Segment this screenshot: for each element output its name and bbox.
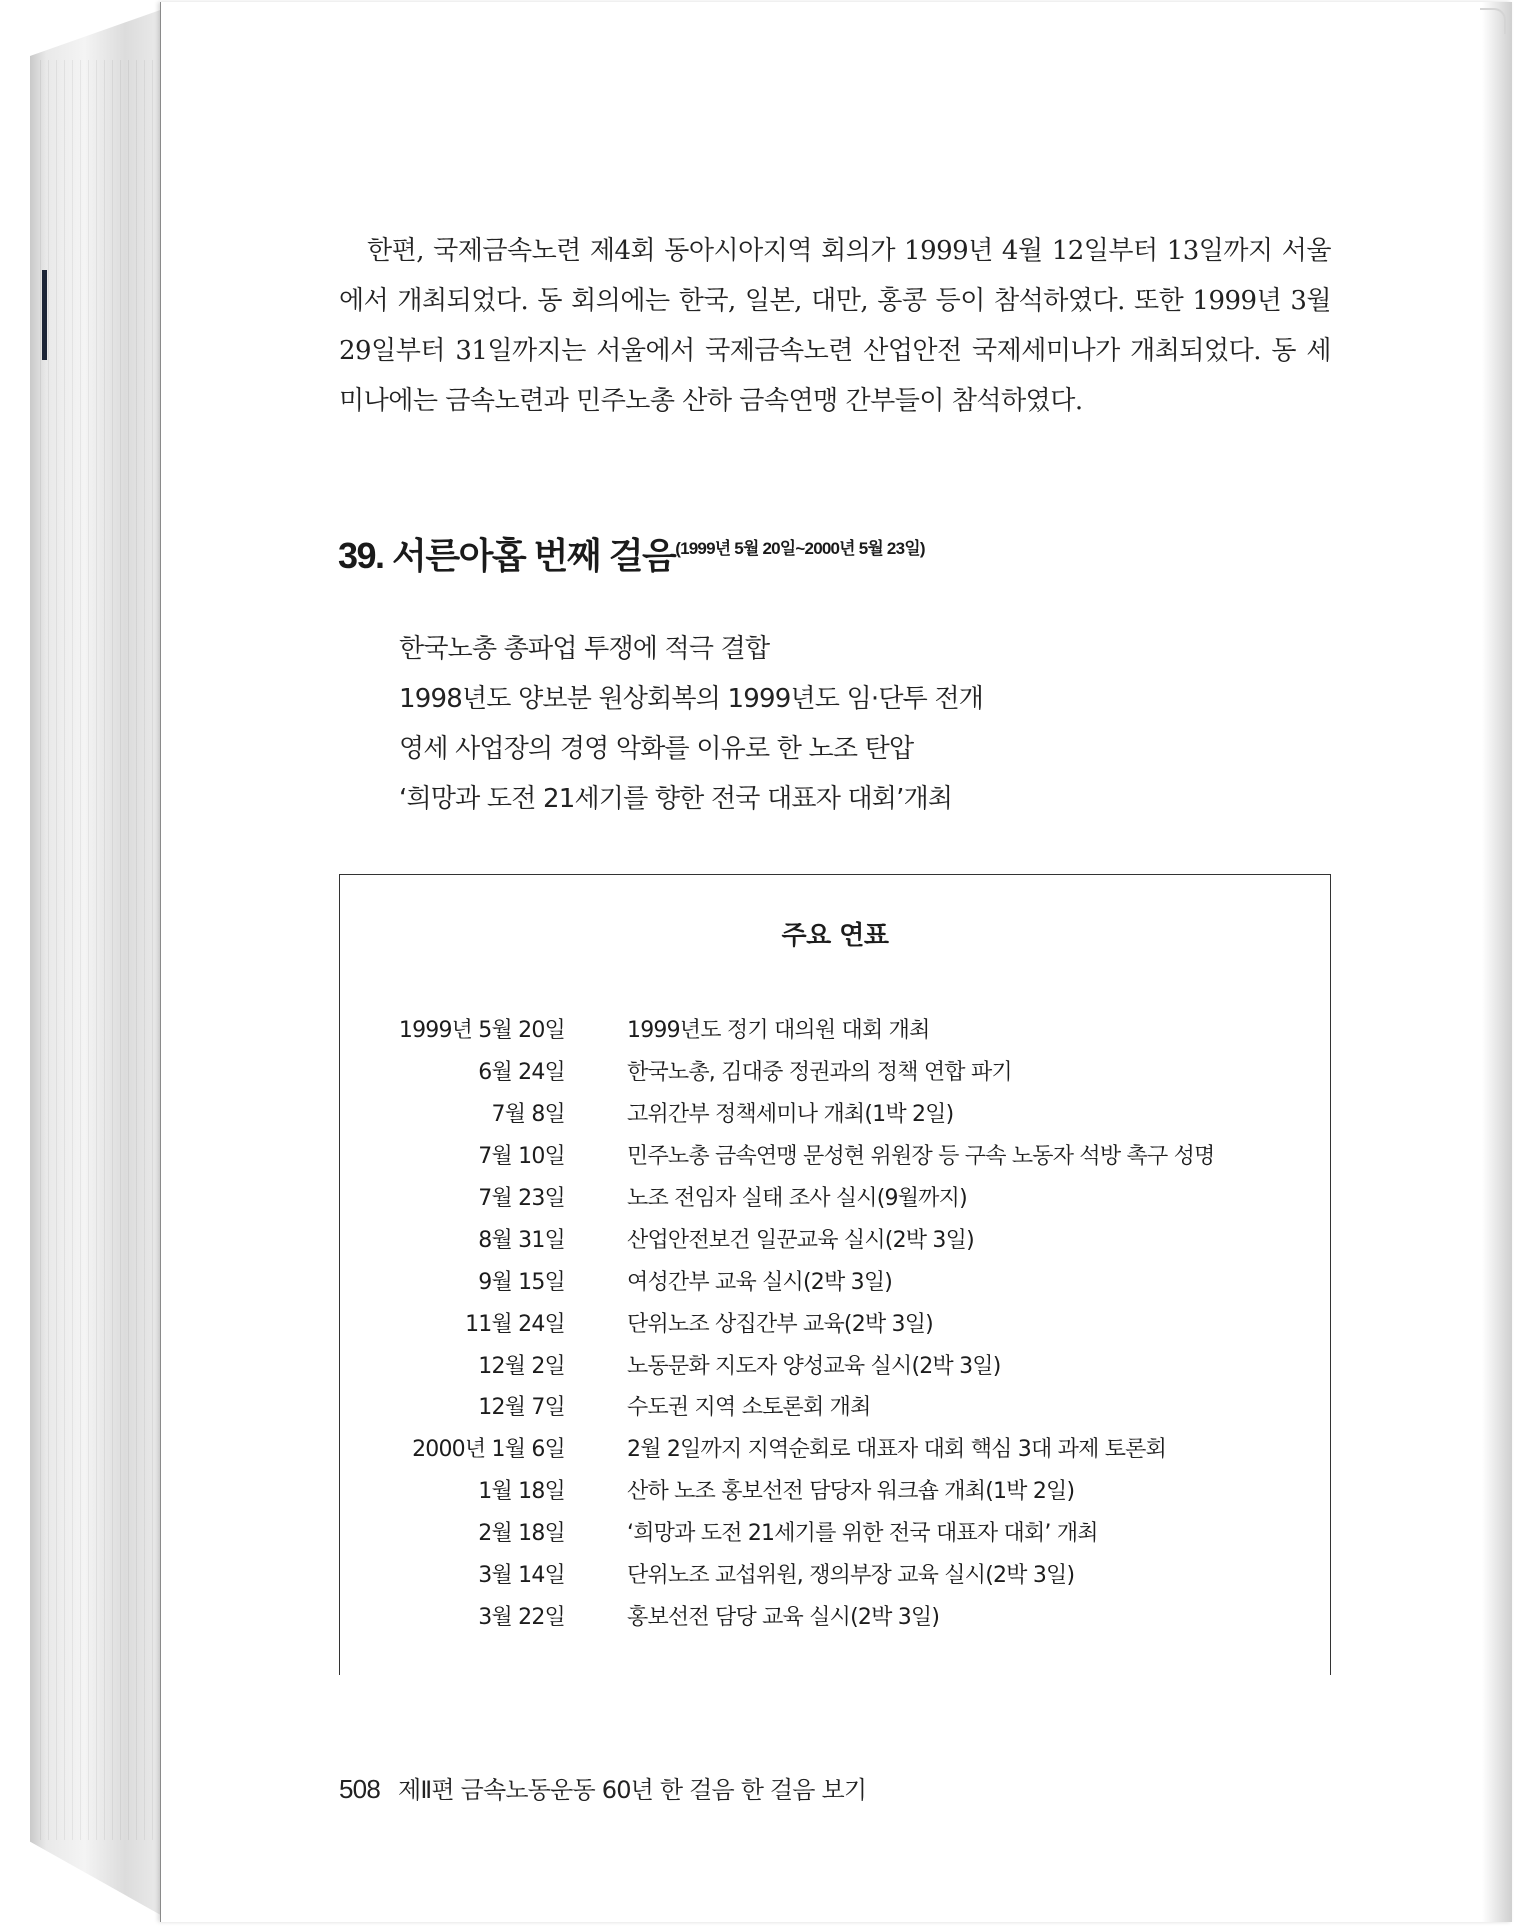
intro-paragraph (339, 226, 1331, 426)
timeline-event: 1999년도 정기 대의원 대회 개최 (627, 1018, 930, 1044)
timeline-event: 산업안전보건 일꾼교육 실시(2박 3일) (627, 1227, 974, 1253)
timeline-date: 3월 22일 (478, 1604, 565, 1630)
timeline-date: 1999년 5월 20일 (398, 1018, 565, 1044)
summary-list (399, 624, 983, 824)
page-gutter-shadow (1482, 2, 1512, 1922)
timeline-row (340, 1217, 1330, 1259)
timeline-date: 12월 7일 (478, 1395, 565, 1421)
timeline-row (340, 1134, 1330, 1176)
timeline-table (340, 1008, 1330, 1636)
timeline-event: 단위노조 상집간부 교육(2박 3일) (627, 1311, 933, 1337)
summary-item: ‘희망과 도전 21세기를 향한 전국 대표자 대회’개최 (399, 784, 953, 814)
timeline-date: 7월 23일 (478, 1186, 565, 1211)
timeline-event: 노동문화 지도자 양성교육 실시(2박 3일) (627, 1353, 1001, 1379)
timeline-date: 3월 14일 (478, 1563, 565, 1589)
running-title: 제Ⅱ편 금속노동운동 60년 한 걸음 한 걸음 보기 (397, 1776, 867, 1804)
timeline-event: 여성간부 교육 실시(2박 3일) (627, 1269, 893, 1295)
timeline-event: 산하 노조 홍보선전 담당자 워크숍 개최(1박 2일) (627, 1479, 1075, 1505)
timeline-event: 홍보선전 담당 교육 실시(2박 3일) (627, 1604, 940, 1630)
timeline-event: ‘희망과 도전 21세기를 위한 전국 대표자 대회’ 개최 (627, 1521, 1098, 1547)
page-number: 508 (339, 1774, 380, 1804)
timeline-row (340, 1385, 1330, 1427)
timeline-box (339, 874, 1331, 1675)
timeline-row (340, 1343, 1330, 1385)
timeline-row (340, 1469, 1330, 1511)
section-title: 39. 서른아홉 번째 걸음 (338, 535, 676, 576)
section-heading (338, 528, 925, 579)
timeline-date: 7월 10일 (478, 1144, 565, 1170)
timeline-event: 단위노조 교섭위원, 쟁의부장 교육 실시(2박 3일) (627, 1563, 1075, 1589)
timeline-row (340, 1553, 1330, 1595)
timeline-date: 6월 24일 (478, 1060, 565, 1086)
timeline-row (340, 1092, 1330, 1134)
timeline-event: 민주노총 금속연맹 문성현 위원장 등 구속 노동자 석방 촉구 성명 (627, 1144, 1215, 1170)
summary-item: 영세 사업장의 경영 악화를 이유로 한 노조 탄압 (399, 734, 914, 764)
summary-item: 1998년도 양보분 원상회복의 1999년도 임·단투 전개 (399, 684, 984, 714)
timeline-row (340, 1176, 1330, 1218)
timeline-row (340, 1008, 1330, 1050)
summary-item: 한국노총 총파업 투쟁에 적극 결합 (399, 634, 770, 664)
timeline-date: 8월 31일 (478, 1227, 565, 1253)
section-period: (1999년 5월 20일~2000년 5월 23일) (675, 539, 925, 558)
timeline-event: 한국노총, 김대중 정권과의 정책 연합 파기 (627, 1060, 1012, 1086)
timeline-date: 2000년 1월 6일 (412, 1437, 565, 1463)
timeline-row (340, 1594, 1330, 1636)
timeline-event: 고위간부 정책세미나 개최(1박 2일) (627, 1102, 954, 1128)
timeline-date: 11월 24일 (465, 1311, 565, 1337)
timeline-date: 2월 18일 (478, 1521, 565, 1547)
timeline-row (340, 1050, 1330, 1092)
timeline-row (340, 1511, 1330, 1553)
page-edges (40, 60, 160, 1840)
timeline-date: 9월 15일 (478, 1269, 565, 1295)
page-corner (1480, 8, 1506, 34)
timeline-row (340, 1301, 1330, 1343)
timeline-row (340, 1427, 1330, 1469)
bookmark-ribbon (42, 270, 47, 360)
timeline-title: 주요 연표 (781, 921, 889, 951)
timeline-date: 12월 2일 (478, 1353, 565, 1379)
timeline-event: 수도권 지역 소토론회 개최 (627, 1395, 871, 1421)
timeline-event: 2월 2일까지 지역순회로 대표자 대회 핵심 3대 과제 토론회 (627, 1437, 1167, 1463)
timeline-date: 7월 8일 (491, 1102, 565, 1128)
timeline-event: 노조 전임자 실태 조사 실시(9월까지) (627, 1186, 967, 1211)
page-footer (339, 1770, 866, 1805)
timeline-row (340, 1259, 1330, 1301)
paragraph-text: 한편, 국제금속노련 제4회 동아시아지역 회의가 1999년 4월 12일부터 13일까지 서울에서 개최되었다. 동 회의에는 한국, 일본, 대만, 홍콩 등이 참석하였다. 또한 1999년 3월 29일부터 31일까지는 서울에서 국제금속노련 산업안전 국제세미나가 개최되었다. 동 세미나에는 금속노련과 민주노총 산하 금속연맹 간부들이 참석하였다. (339, 236, 1331, 416)
timeline-date: 1월 18일 (478, 1479, 565, 1505)
